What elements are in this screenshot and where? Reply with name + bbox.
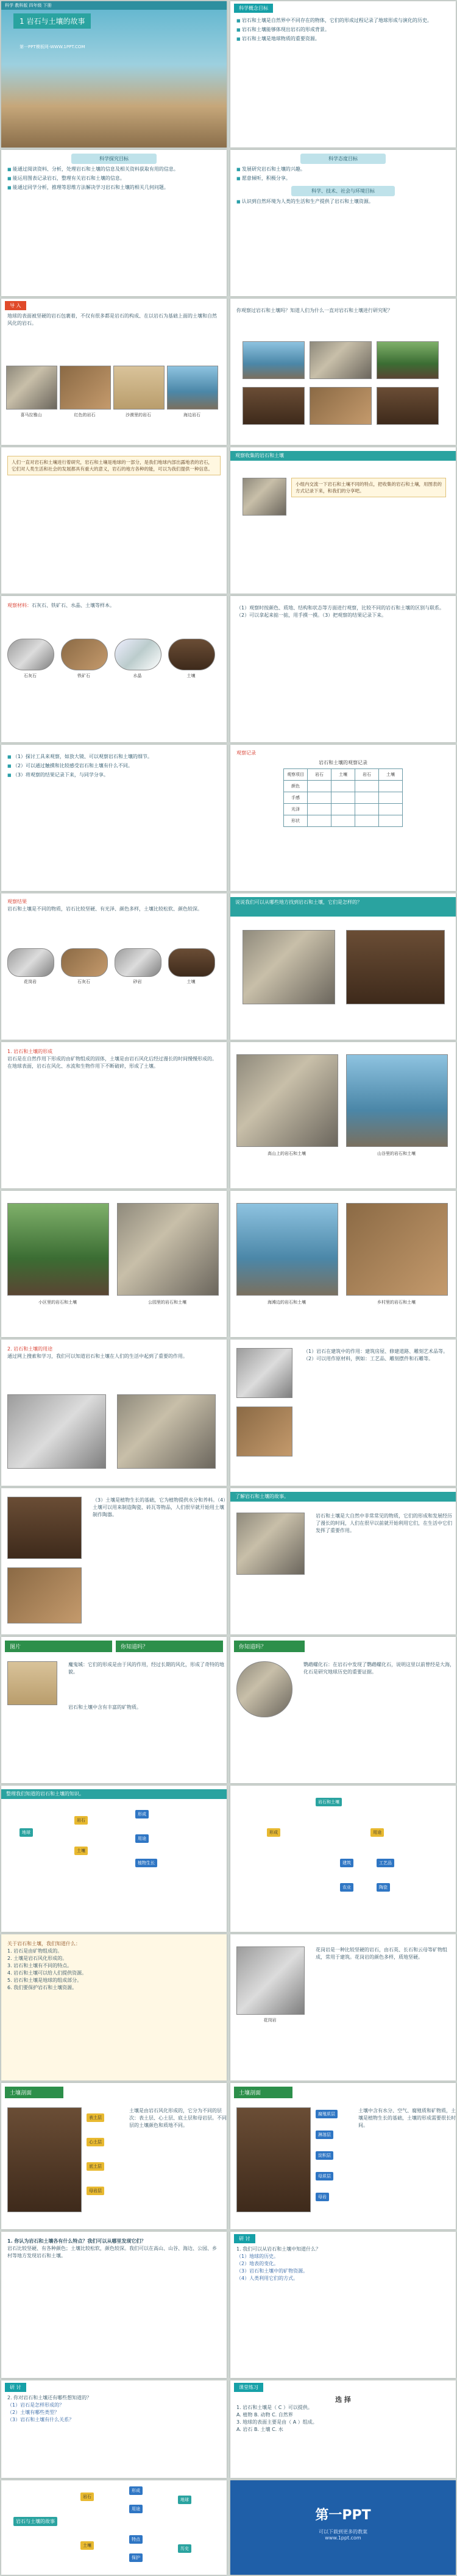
- table-cell[interactable]: [379, 792, 403, 804]
- goal-item: ■ 愿意倾听，积极分享。: [236, 175, 450, 182]
- slide-did-you-know-1: [1, 1637, 227, 1783]
- layer-label: 心土层: [87, 2138, 104, 2146]
- panel-head: 图片: [5, 1641, 112, 1652]
- photo: [115, 639, 161, 670]
- slide-summary-tree: [1, 2480, 227, 2575]
- table-cell[interactable]: [308, 781, 331, 792]
- goal-item: ■ 认识到自然环境为人类的生活和生产提供了岩石和土壤资源。: [236, 198, 450, 205]
- map-node: 土壤: [74, 1847, 88, 1855]
- table-cell[interactable]: [331, 815, 355, 827]
- photo: [346, 1054, 448, 1147]
- map-node: 形成: [135, 1810, 149, 1818]
- list-line: 4. 岩石和土壤可以给人们提供资源。: [7, 1970, 87, 1976]
- slide-granite: [230, 1934, 456, 2081]
- slide-discuss-1: [230, 2232, 456, 2378]
- slide-exercise-1: [230, 2380, 456, 2478]
- layer-label: 母质层: [316, 2172, 333, 2180]
- photo: [7, 2107, 82, 2212]
- table-cell[interactable]: [308, 804, 331, 815]
- layer-label: 母岩层: [87, 2187, 104, 2195]
- photo-caption: 土壤: [186, 979, 196, 984]
- map-node: 陶瓷: [377, 1883, 390, 1892]
- goal-item: ■ 能运用图表记录岩石，整理有关岩石和土壤的信息。: [7, 175, 221, 182]
- granite-text: 花岗岩是一种比较坚硬的岩石，由石英、长石和云母等矿物组成，常用于建筑。花岗岩的颜色多样，质地坚硬。: [316, 1947, 447, 1960]
- slide-brand: [230, 2480, 456, 2575]
- record-title: 观察记录: [236, 750, 256, 756]
- discuss-answer: （1）地球的历史。: [236, 2254, 279, 2259]
- layer-label: 母岩: [316, 2193, 329, 2201]
- tree-node: 土壤: [80, 2541, 94, 2550]
- map-node: 形成: [267, 1828, 280, 1837]
- photo: [113, 366, 165, 410]
- map-node: 岩石和土壤: [316, 1798, 342, 1806]
- intro-text: 地球的表面被坚硬的岩石包裹着，不仅有很多都是岩石的构成、在以岩石为基础上面的土壤和自然风化的岩石。: [7, 313, 217, 326]
- photo-caption: 铁矿石: [77, 673, 90, 678]
- slide-formation: [1, 1042, 227, 1188]
- activity-banner: 观察收集的岩石和土壤: [230, 451, 456, 461]
- goal-item: ■ 能通过阅读资料、分析，处理岩石和土壤的信息及相关资料获取有用的信息。: [7, 166, 221, 173]
- tree-node: 地球: [178, 2496, 191, 2504]
- review-answer: 岩石比较坚硬、有各种颜色；土壤比较松软，颜色较深。我们可以在高山、山谷、海边、公园、乡村等地方发现岩石和土壤。: [7, 2246, 217, 2258]
- photo: [377, 387, 439, 425]
- goal-item: ■ 能通过同学分析，推理等思维方法解决学习岩石和土壤的相关几何问题。: [7, 184, 221, 191]
- goal-item: ■ 岩石和土壤是地球物质的重要资源。: [236, 35, 450, 43]
- results-text: 岩石和土壤是不同的物质，岩石比较坚硬、有光泽、颜色多样，土壤比较松软、颜色较深。: [7, 906, 202, 912]
- map-node: 岩石: [74, 1816, 88, 1825]
- slide-summary-map: [1, 1786, 227, 1932]
- slide-observe: [230, 447, 456, 594]
- slide-topbar: 科学 教科版 四年级 下册: [1, 1, 227, 10]
- discussion-bubble: 小组内交流一下岩石和土壤不同的特点，把收集的岩石和土壤，用图表的方式记录下来，和我们的分享吧。: [291, 478, 446, 497]
- slide-uses-map: [230, 1786, 456, 1932]
- photo: [236, 1513, 305, 1575]
- photo: [117, 1394, 216, 1469]
- story-text: 岩石和土壤是大自然中非常常见的物质，它们的形成和发展经历了漫长的时间，人们在很早以前就开始利用它们，在生活中它们发挥了重要作用。: [316, 1513, 452, 1533]
- photo-caption: 海边岩石: [183, 413, 200, 417]
- activity-banner: 整理我们知道的岩石和土壤的知识。: [1, 1789, 227, 1799]
- lesson-title: 1 岩石与土壤的故事: [13, 13, 91, 29]
- method-text: （1）观察时按颜色、质地、结构和状态等方面进行观察，比较不同的岩石和土壤的区别与联系。（2）可以拿起来掂一掂，用手摸一摸。（3）把观察的结果记录下来。: [236, 605, 445, 618]
- list-line: 5. 岩石和土壤是地球的组成部分。: [7, 1978, 82, 1983]
- slide-goal-concept: [230, 1, 456, 147]
- section-tag: 导 入: [5, 301, 26, 310]
- section-tag: 研 讨: [234, 2234, 255, 2243]
- discuss-answer: （3）岩石和土壤有什么关系？: [7, 2417, 74, 2422]
- layer-label: 淀积层: [316, 2151, 333, 2160]
- panel-head: 你知道吗？: [116, 1641, 223, 1652]
- goal-pill: 科学态度目标: [300, 154, 386, 164]
- table-cell[interactable]: [355, 781, 379, 792]
- brand-logo: 第一PPT: [315, 2508, 371, 2523]
- tree-root: 岩石与土壤的故事: [13, 2517, 57, 2526]
- activity-banner: 了解岩石和土壤的故事。: [230, 1492, 456, 1502]
- photo: [7, 639, 54, 670]
- tree-node: 历史: [178, 2544, 191, 2553]
- section-tag: 研 讨: [5, 2383, 26, 2392]
- photo: [168, 639, 215, 670]
- photo-caption: 沙漠里的岩石: [126, 413, 151, 417]
- fact-text: 岩石和土壤中含有丰富的矿物质。: [68, 1705, 141, 1710]
- panel-head: 土壤剖面: [234, 2087, 292, 2098]
- profile-text: 土壤中含有水分、空气、腐殖质和矿物质，土壤是植物生长的基础，土壤的形成需要很长时间。: [358, 2108, 456, 2128]
- step-item: ■ （2）可以通过触摸和比较感受岩石和土壤有什么不同。: [7, 762, 221, 770]
- layer-label: 底土层: [87, 2162, 104, 2171]
- photo: [236, 1348, 292, 1398]
- slide-goal-attitude: [230, 150, 456, 296]
- table-cell[interactable]: [308, 815, 331, 827]
- slide-review: [1, 2232, 227, 2378]
- photo: [236, 1661, 292, 1717]
- title-background: [1, 10, 227, 147]
- layer-label: 淋溶层: [316, 2131, 333, 2139]
- photo-caption: 花岗岩: [263, 2018, 277, 2023]
- table-cell[interactable]: [379, 804, 403, 815]
- fact-text: 魔鬼城：它们的形成是由于风的作用，经过长期的风化，形成了奇特的地貌。: [68, 1662, 224, 1675]
- slide-intro: [1, 299, 227, 445]
- photo: [168, 948, 215, 977]
- slide-results: [1, 893, 227, 1040]
- record-table: [283, 768, 403, 827]
- photo: [346, 1203, 448, 1296]
- section-tag: 科学概念目标: [234, 4, 273, 13]
- table-row: [284, 815, 403, 827]
- photo: [236, 1407, 292, 1457]
- discuss-answer: （2）土壤有哪些类型？: [7, 2410, 60, 2415]
- review-question: 1. 你认为岩石和土壤各有什么特点？我们可以从哪里发现它们？: [7, 2238, 146, 2244]
- photo-caption: 红色的岩石: [74, 413, 96, 417]
- tree-node: 形成: [129, 2486, 143, 2495]
- photo-caption: 海滩边的岩石和土壤: [267, 1300, 306, 1305]
- table-header: 土壤: [331, 769, 355, 781]
- table-title: 岩石和土壤的观察记录: [319, 760, 367, 765]
- table-header: 岩石: [308, 769, 331, 781]
- table-cell[interactable]: [355, 804, 379, 815]
- photo-caption: 土壤: [186, 673, 196, 678]
- goal-pill: 科学、技术、社会与环境目标: [291, 186, 395, 196]
- soil-use-text: （3）土壤是植物生长的基础，它为植物提供水分和养料。（4）土壤可以用来制造陶瓷、砖瓦等物品，人们很早就开始用土壤制作陶器。: [93, 1497, 226, 1517]
- photo-caption: 乡村里的岩石和土壤: [377, 1300, 416, 1305]
- slide-places-2: [1, 1191, 227, 1337]
- exercise-question: 1. 岩石和土壤是（ C ）可以提供。: [236, 2405, 313, 2410]
- step-item: ■ （1）探讨工具来观察，如放大镜、可以观察岩石和土壤的细节。: [7, 753, 221, 761]
- map-node: 建筑: [340, 1859, 353, 1867]
- slide-story: [230, 1488, 456, 1634]
- materials-title: 观察材料：: [7, 603, 32, 608]
- table-header: 岩石: [355, 769, 379, 781]
- list-title: 关于岩石和土壤，我们知道什么：: [7, 1941, 80, 1946]
- map-node: 农业: [340, 1883, 353, 1892]
- brand-line: 可以下载到更多的教案: [319, 2529, 367, 2535]
- site-watermark: 第一PPT模板网-WWW.1PPT.COM: [19, 44, 85, 49]
- slide-soil-profile-1: [1, 2083, 227, 2229]
- activity-banner: 说说我们可以从哪些地方找到岩石和土壤，它们是怎样的？: [230, 897, 456, 917]
- brand-url[interactable]: www.1ppt.com: [325, 2535, 361, 2541]
- photo: [236, 2107, 311, 2212]
- list-line: 6. 我们要保护岩石和土壤资源。: [7, 1985, 77, 1990]
- row-label: 手感: [284, 792, 308, 804]
- table-cell[interactable]: [355, 792, 379, 804]
- discuss-answer: （2）地表的变化。: [236, 2261, 279, 2266]
- row-label: 颜色: [284, 781, 308, 792]
- step-item: ■ （3）将观察的结果记录下来，与同学分享。: [7, 772, 221, 779]
- tree-node: 用途: [129, 2505, 143, 2513]
- map-node: 用途: [370, 1828, 384, 1837]
- slide-question: [230, 299, 456, 445]
- table-cell[interactable]: [355, 815, 379, 827]
- materials-text: 石灰石、铁矿石、水晶、土壤等样本。: [32, 603, 115, 608]
- list-line: 1. 岩石是由矿物组成的。: [7, 1948, 63, 1954]
- photo: [7, 1567, 82, 1623]
- photo: [61, 948, 108, 977]
- goal-pill: 科学探究目标: [71, 154, 157, 164]
- slide-record: [230, 745, 456, 891]
- exercise-question: 3. 地球的表面主要是由（ A ）组成。: [236, 2419, 317, 2425]
- photo-caption: 花岗岩: [24, 979, 37, 984]
- list-line: 3. 岩石和土壤有不同的特点。: [7, 1963, 73, 1968]
- table-header: 土壤: [379, 769, 403, 781]
- exercise-options: A. 植物 B. 动物 C. 自然界: [236, 2412, 293, 2418]
- photo: [7, 1203, 109, 1296]
- goal-item: ■ 岩石和土壤能够体现出岩石的形成背景。: [236, 26, 450, 34]
- table-cell[interactable]: [308, 792, 331, 804]
- row-label: 形状: [284, 815, 308, 827]
- photo-caption: 水晶: [133, 673, 142, 678]
- goal-item: ■ 岩石和土壤是自然界中不同存在的物体，它们的形成过程记录了地球形成与演化的历史。: [236, 17, 450, 24]
- discuss-answer: （4）人类利用它们的方式。: [236, 2276, 299, 2281]
- photo: [243, 341, 305, 379]
- table-cell[interactable]: [379, 781, 403, 792]
- exercise-title: 选 择: [335, 2396, 351, 2404]
- fact-text: 鹦鹉螺化石：在岩石中发现了鹦鹉螺化石，说明这里以前曾经是大海，化石是研究地球历史的重要证据。: [303, 1662, 455, 1675]
- layer-label: 腐殖质层: [316, 2110, 338, 2118]
- section-tag: 课堂练习: [234, 2383, 263, 2392]
- table-cell[interactable]: [331, 792, 355, 804]
- slide-discuss-2: [1, 2380, 227, 2478]
- question-text: 你观察过岩石和土壤吗？知道人们为什么一直对岩石和土壤进行研究呢？: [236, 308, 392, 313]
- photo: [236, 1946, 305, 2015]
- photo-caption: 山谷里的岩石和土壤: [377, 1151, 416, 1156]
- photo: [7, 1497, 82, 1559]
- table-row: [284, 792, 403, 804]
- map-node: 植物生长: [135, 1859, 157, 1867]
- slide-materials: [1, 596, 227, 742]
- slide-goal-inquiry: [1, 150, 227, 296]
- map-node: 用途: [135, 1834, 149, 1843]
- photo: [236, 1203, 338, 1296]
- slide-steps: [1, 745, 227, 891]
- table-header: 观察项目: [284, 769, 308, 781]
- slide-find: [230, 893, 456, 1040]
- exercise-options: A. 岩石 B. 土壤 C. 水: [236, 2427, 283, 2432]
- slide-did-you-know-2: [230, 1637, 456, 1783]
- photo: [310, 387, 372, 425]
- photo-caption: 公园里的岩石和土壤: [148, 1300, 186, 1305]
- photo: [117, 1203, 219, 1296]
- photo: [243, 478, 286, 516]
- uses-text: （1）岩石在建筑中的作用：建筑房屋、修建道路、雕刻艺术品等。（2）可以用作原材料，例如：工艺品、雕刻摆件和石雕等。: [303, 1349, 448, 1361]
- slide-places-1: [230, 1042, 456, 1188]
- photo: [167, 366, 218, 410]
- photo-caption: 小区里的岩石和土壤: [38, 1300, 77, 1305]
- slide-uses-2: [230, 1339, 456, 1486]
- map-node: 地球: [19, 1828, 33, 1837]
- photo: [236, 1054, 338, 1147]
- discuss-answer: （1）岩石是怎样形成的？: [7, 2402, 65, 2408]
- discuss-answer: （3）岩石和土壤中的矿物资源。: [236, 2268, 308, 2274]
- table-cell[interactable]: [379, 815, 403, 827]
- panel-head: 你知道吗？: [234, 1641, 305, 1652]
- row-label: 光泽: [284, 804, 308, 815]
- photo: [377, 341, 439, 379]
- formation-text: 岩石是在自然作用下形成的由矿物组成的固体，土壤是由岩石风化后经过漫长的时间慢慢形成的。在地球表面，岩石在风化、水流和生物作用下不断破碎，形成了土壤。: [7, 1056, 217, 1069]
- slide-research: [1, 447, 227, 594]
- table-row: [284, 781, 403, 792]
- discuss-question: 1. 我们可以从岩石和土壤中知道什么？: [236, 2246, 321, 2252]
- tree-node: 特点: [129, 2535, 143, 2544]
- formation-title: 1. 岩石和土壤的形成: [7, 1049, 53, 1054]
- photo-caption: 高山上的岩石和土壤: [267, 1151, 306, 1156]
- table-cell[interactable]: [331, 781, 355, 792]
- table-row: [284, 804, 403, 815]
- uses-text: 通过网上搜索和学习，我们可以知道岩石和土壤在人们的生活中起到了重要的作用。: [7, 1354, 188, 1359]
- photo: [346, 930, 445, 1004]
- photo-caption: 石灰石: [24, 673, 37, 678]
- tree-node: 保护: [129, 2553, 143, 2562]
- photo: [7, 948, 54, 977]
- goal-item: ■ 发展研究岩石和土壤的兴趣。: [236, 166, 450, 173]
- photo: [6, 366, 57, 410]
- slide-know-list: [1, 1934, 227, 2081]
- photo: [310, 341, 372, 379]
- slide-uses: [1, 1339, 227, 1486]
- table-row: [284, 769, 403, 781]
- slide-soil-use: [1, 1488, 227, 1634]
- layer-label: 表土层: [87, 2113, 104, 2122]
- slide-soil-profile-2: [230, 2083, 456, 2229]
- photo: [115, 948, 161, 977]
- map-node: 工艺品: [377, 1859, 394, 1867]
- photo: [60, 366, 111, 410]
- photo: [61, 639, 108, 670]
- photo-caption: 石灰石: [77, 979, 90, 984]
- photo: [7, 1661, 57, 1705]
- profile-text: 土壤是由岩石风化形成的，它分为不同的层次：表土层、心土层、底土层和母岩层。不同层的土壤颜色和质地不同。: [129, 2108, 227, 2128]
- discuss-question: 2. 你对岩石和土壤还有哪些想知道的？: [7, 2395, 92, 2400]
- photo-caption: 砂岩: [133, 979, 142, 984]
- photo: [243, 387, 305, 425]
- photo-caption: 喜马拉雅山: [20, 413, 42, 417]
- slide-title: [1, 1, 227, 147]
- table-cell[interactable]: [331, 804, 355, 815]
- uses-title: 2. 岩石和土壤的用途: [7, 1346, 53, 1352]
- slide-method: [230, 596, 456, 742]
- photo: [243, 930, 335, 1004]
- research-note: 人们一直对岩石和土壤进行着研究，岩石和土壤是地球的一部分，是我们地球内部出露地表的岩石，它们对人类生活和社会的发展都具有重大的意义，岩石的地方各种的能，可以为我们提供一种信息。: [7, 456, 221, 475]
- photo: [7, 1394, 106, 1469]
- slide-places-3: [230, 1191, 456, 1337]
- tree-node: 岩石: [80, 2493, 94, 2501]
- list-line: 2. 土壤是岩石风化形成的。: [7, 1956, 68, 1961]
- panel-head: 土壤剖面: [5, 2087, 63, 2098]
- results-title: 观察结果: [7, 899, 27, 904]
